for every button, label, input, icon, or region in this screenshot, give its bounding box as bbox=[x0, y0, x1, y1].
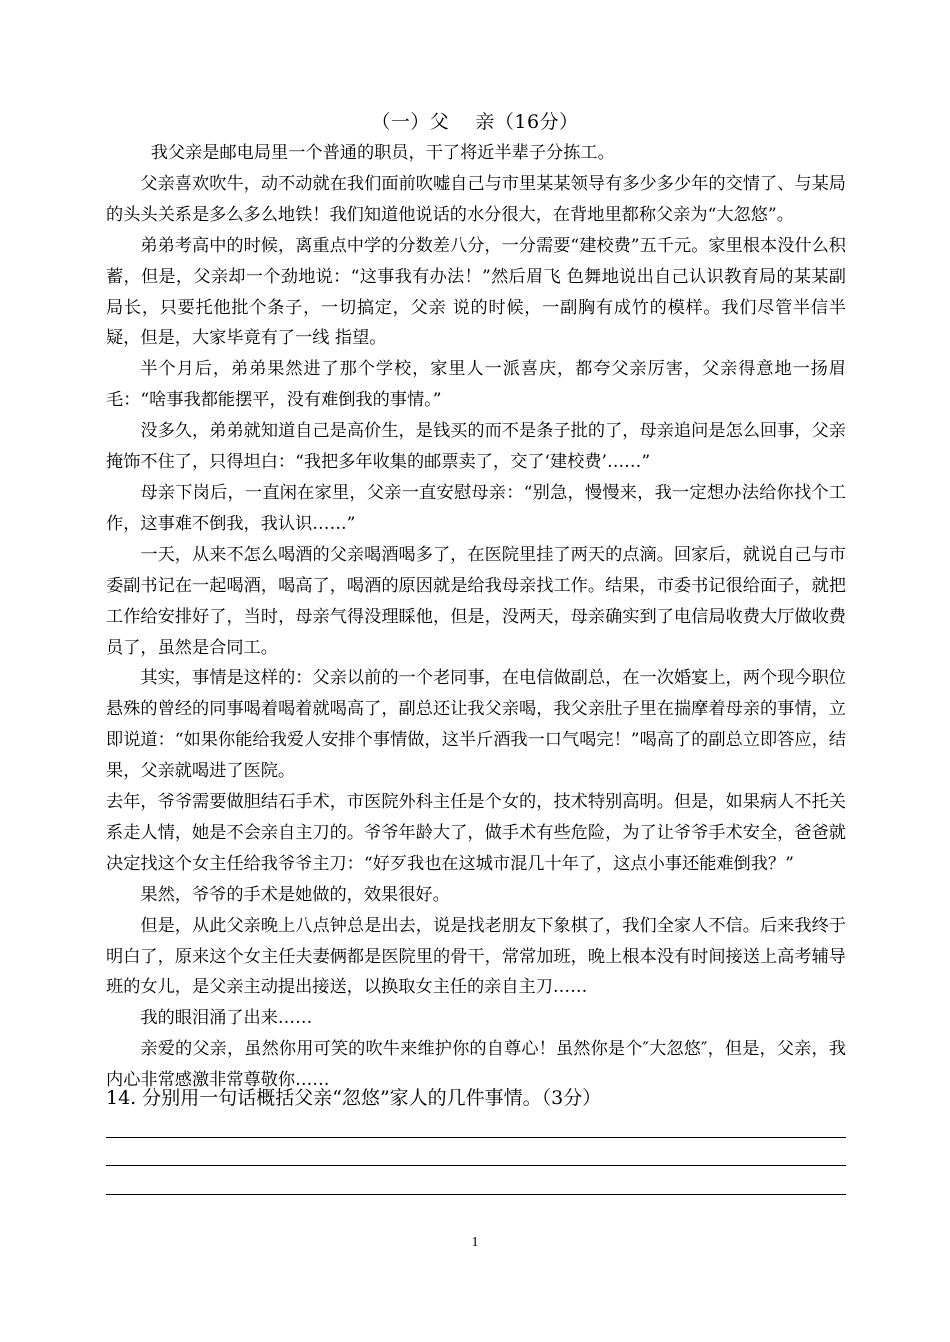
answer-line[interactable] bbox=[106, 1165, 846, 1166]
paragraph: 但是，从此父亲晚上八点钟总是出去，说是找老朋友下象棋了，我们全家人不信。后来我终于明白了，原来这个女主任夫妻俩都是医院里的骨干，常常加班，晚上根本没有时间接送上高考辅导班的女儿，是父亲主动提出接送，以换取女主任的亲自主刀…… bbox=[106, 915, 846, 998]
passage-title: （一）父 亲（16分） bbox=[371, 111, 579, 133]
answer-line[interactable] bbox=[106, 1194, 846, 1195]
passage-body bbox=[106, 138, 846, 1096]
paragraph: 没多久，弟弟就知道自己是高价生，是钱买的而不是条子批的了，母亲追问是怎么回事，父亲掩饰不住了，只得坦白：“我把多年收集的邮票卖了，交了‘建校费’……” bbox=[106, 421, 846, 473]
answer-line[interactable] bbox=[106, 1137, 846, 1138]
paragraph: 其实，事情是这样的：父亲以前的一个老同事，在电信做副总，在一次婚宴上，两个现今职位悬殊的曾经的同事喝着喝着就喝高了，副总还让我父亲喝，我父亲肚子里在揣摩着母亲的事情，立即说道：“如果你能给我爱人安排个事情做，这半斤酒我一口气喝完！”喝高了的副总立即答应，结果，父亲就喝进了医院。 bbox=[106, 668, 846, 782]
paragraph: 父亲喜欢吹牛，动不动就在我们面前吹嘘自己与市里某某领导有多少多少年的交情了、与某局的头头关系是多么多么地铁！我们知道他说话的水分很大，在背地里都称父亲为“大忽悠”。 bbox=[106, 173, 846, 225]
paragraph: 半个月后，弟弟果然进了那个学校，家里人一派喜庆，都夸父亲厉害，父亲得意地一扬眉毛：“啥事我都能摆平，没有难倒我的事情。” bbox=[106, 359, 846, 411]
paragraph: 母亲下岗后，一直闲在家里，父亲一直安慰母亲：“别急，慢慢来，我一定想办法给你找个工作，这事难不倒我，我认识……” bbox=[106, 482, 846, 534]
paragraph: 我的眼泪涌了出来…… bbox=[140, 1008, 313, 1029]
paragraph: 去年，爷爷需要做胆结石手术，市医院外科主任是个女的，技术特别高明。但是，如果病人不托关系走人情，她是不会亲自主刀的。爷爷年龄大了，做手术有些危险，为了让爷爷手术安全，爸爸就决定找这个女主任给我爷爷主刀：“好歹我也在这城市混几十年了，这点小事还能难倒我？” bbox=[106, 792, 846, 874]
paragraph: 亲爱的父亲，虽然你用可笑的吹牛来维护你的自尊心！虽然你是个″大忽悠″，但是，父亲，我内心非常感激非常尊敬你…… bbox=[106, 1039, 846, 1091]
paragraph: 一天，从来不怎么喝酒的父亲喝酒喝多了，在医院里挂了两天的点滴。回家后，就说自己与市委副书记在一起喝酒，喝高了，喝酒的原因就是给我母亲找工作。结果，市委书记很给面子，就把工作给安排好了，当时，母亲气得没理睬他，但是，没两天，母亲确实到了电信局收费大厅做收费员了，虽然是合同工。 bbox=[106, 544, 846, 658]
paragraph: 果然，爷爷的手术是她做的，效果很好。 bbox=[140, 884, 450, 905]
page-number: 1 bbox=[471, 1235, 479, 1250]
paragraph: 弟弟考高中的时候，离重点中学的分数差八分，一分需要“建校费”五千元。家里根本没什么积蓄，但是，父亲却一个劲地说：“这事我有办法！”然后眉飞 色舞地说出自己认识教育局的某某副局长，只要托他批个条子，一切搞定，父亲 说的时候，一副胸有成竹的模样。我们尽管半信半疑，但是，大家毕竟有了一线 指望。 bbox=[106, 235, 846, 349]
paragraph: 我父亲是邮电局里一个普通的职员，干了将近半辈子分拣工。 bbox=[150, 143, 615, 163]
question-14: 14. 分别用一句话概括父亲“忽悠”家人的几件事情。（3分） bbox=[106, 1087, 602, 1109]
